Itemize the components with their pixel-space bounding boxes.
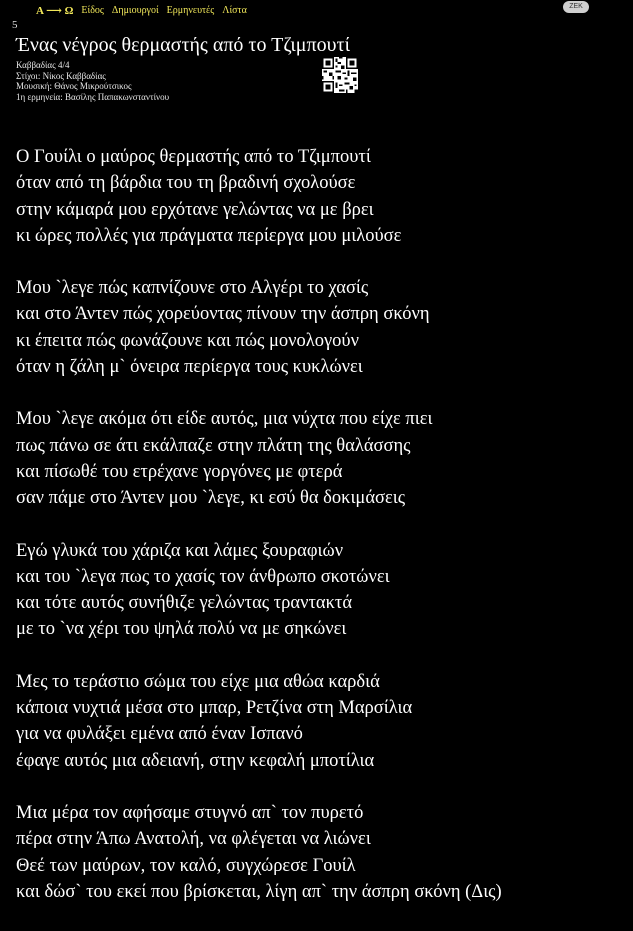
qr-code-icon (322, 57, 358, 93)
song-meta (16, 60, 169, 102)
lyrics (16, 144, 626, 931)
lyric-line: Μες το τεράστιο σώμα του είχε μια αθώα καρδιά (16, 671, 380, 692)
meta-composer: Μουσική: Θάνος Μικρούτσικος (16, 81, 132, 91)
lyric-line: κι έπειτα πώς φωνάζουνε και πώς μονολογούν (16, 330, 359, 351)
lyric-line: πως πάνω σε άτι εκάλπαζε στην πλάτη της θαλάσσης (16, 435, 411, 456)
lyric-line: και του `λεγα πως το χασίς τον άνθρωπο σκοτώνει (16, 566, 390, 587)
meta-first-performer: 1η ερμηνεία: Βασίλης Παπακωνσταντίνου (16, 91, 170, 102)
song-title: Ένας νέγρος θερμαστής από το Τζιμπουτί (16, 34, 350, 56)
lyric-line: και πίσωθέ του ετρέχανε γοργόνες με φτερά (16, 461, 343, 482)
nav-link-genre[interactable]: Είδος (81, 5, 104, 16)
stanza (16, 669, 626, 774)
lyric-line: και τότε αυτός συνήθιζε γελώντας τραντακτά (16, 593, 353, 614)
lyric-line: όταν η ζάλη μ` όνειρα περίεργα τους κυκλώνει (16, 357, 363, 378)
lyric-line: Θεέ των μαύρων, τον καλό, συγχώρεσε Γουίλ (16, 855, 356, 876)
lyric-line: όταν από τη βάρδια του τη βραδινή σχολούσε (16, 173, 356, 194)
nav-link-performers[interactable]: Ερμηνευτές (166, 5, 215, 16)
top-nav (36, 4, 247, 17)
lyric-line: με το `να χέρι του ψηλά πολύ να με σηκώνει (16, 619, 347, 640)
lyric-line: Μου `λεγε πώς καπνίζουνε στο Αλγέρι το χασίς (16, 278, 369, 299)
stanza (16, 538, 626, 643)
stanza (16, 800, 626, 905)
meta-lyricist: Στίχοι: Νίκος Καββαδίας (16, 70, 106, 81)
lyric-line: για να φυλάξει εμένα από έναν Ισπανό (16, 724, 303, 745)
stanza (16, 144, 626, 249)
lyric-line: έφαγε αυτός μια αδειανή, στην κεφαλή μποτίλια (16, 750, 375, 771)
lyric-line: πέρα στην Άπω Ανατολή, να φλέγεται να λιώνει (16, 829, 371, 850)
nav-link-list[interactable]: Λίστα (222, 5, 247, 16)
lyric-line: στην κάμαρά μου ερχότανε γελώντας να με βρει (16, 199, 374, 220)
stanza (16, 406, 626, 511)
track-number: 5 (12, 19, 18, 31)
lyric-line: και στο Άντεν πώς χορεύοντας πίνουν την άσπρη σκόνη (16, 304, 430, 325)
nav-link-creators[interactable]: Δημιουργοί (111, 5, 159, 16)
lyric-line: κάποια νυχτιά μέσα στο μπαρ, Ρετζίνα στη Μαρσίλια (16, 698, 413, 719)
settings-badge[interactable]: ΖΕΚ (563, 1, 589, 13)
lyric-line: Μου `λεγε ακόμα ότι είδε αυτός, μια νύχτα που είχε πιει (16, 409, 433, 430)
lyric-line: Μια μέρα τον αφήσαμε στυγνό απ` τον πυρετό (16, 802, 364, 823)
lyric-line: κι ώρες πολλές για πράγματα περίεργα μου μιλούσε (16, 225, 402, 246)
meta-album: Καββαδίας 4/4 (16, 60, 70, 70)
lyric-line: Ο Γουίλι ο μαύρος θερμαστής από το Τζιμπουτί (16, 147, 371, 167)
lyric-line: σαν πάμε στο Άντεν μου `λεγε, κι εσύ θα δοκιμάσεις (16, 488, 406, 509)
stanza (16, 275, 626, 380)
lyric-line: Εγώ γλυκά του χάριζα και λάμες ξουραφιών (16, 540, 344, 561)
home-logo-link[interactable]: A ⟶ Ω (36, 5, 74, 17)
lyric-line: και δώσ` του εκεί που βρίσκεται, λίγη απ` την άσπρη σκόνη (Δις) (16, 881, 502, 902)
